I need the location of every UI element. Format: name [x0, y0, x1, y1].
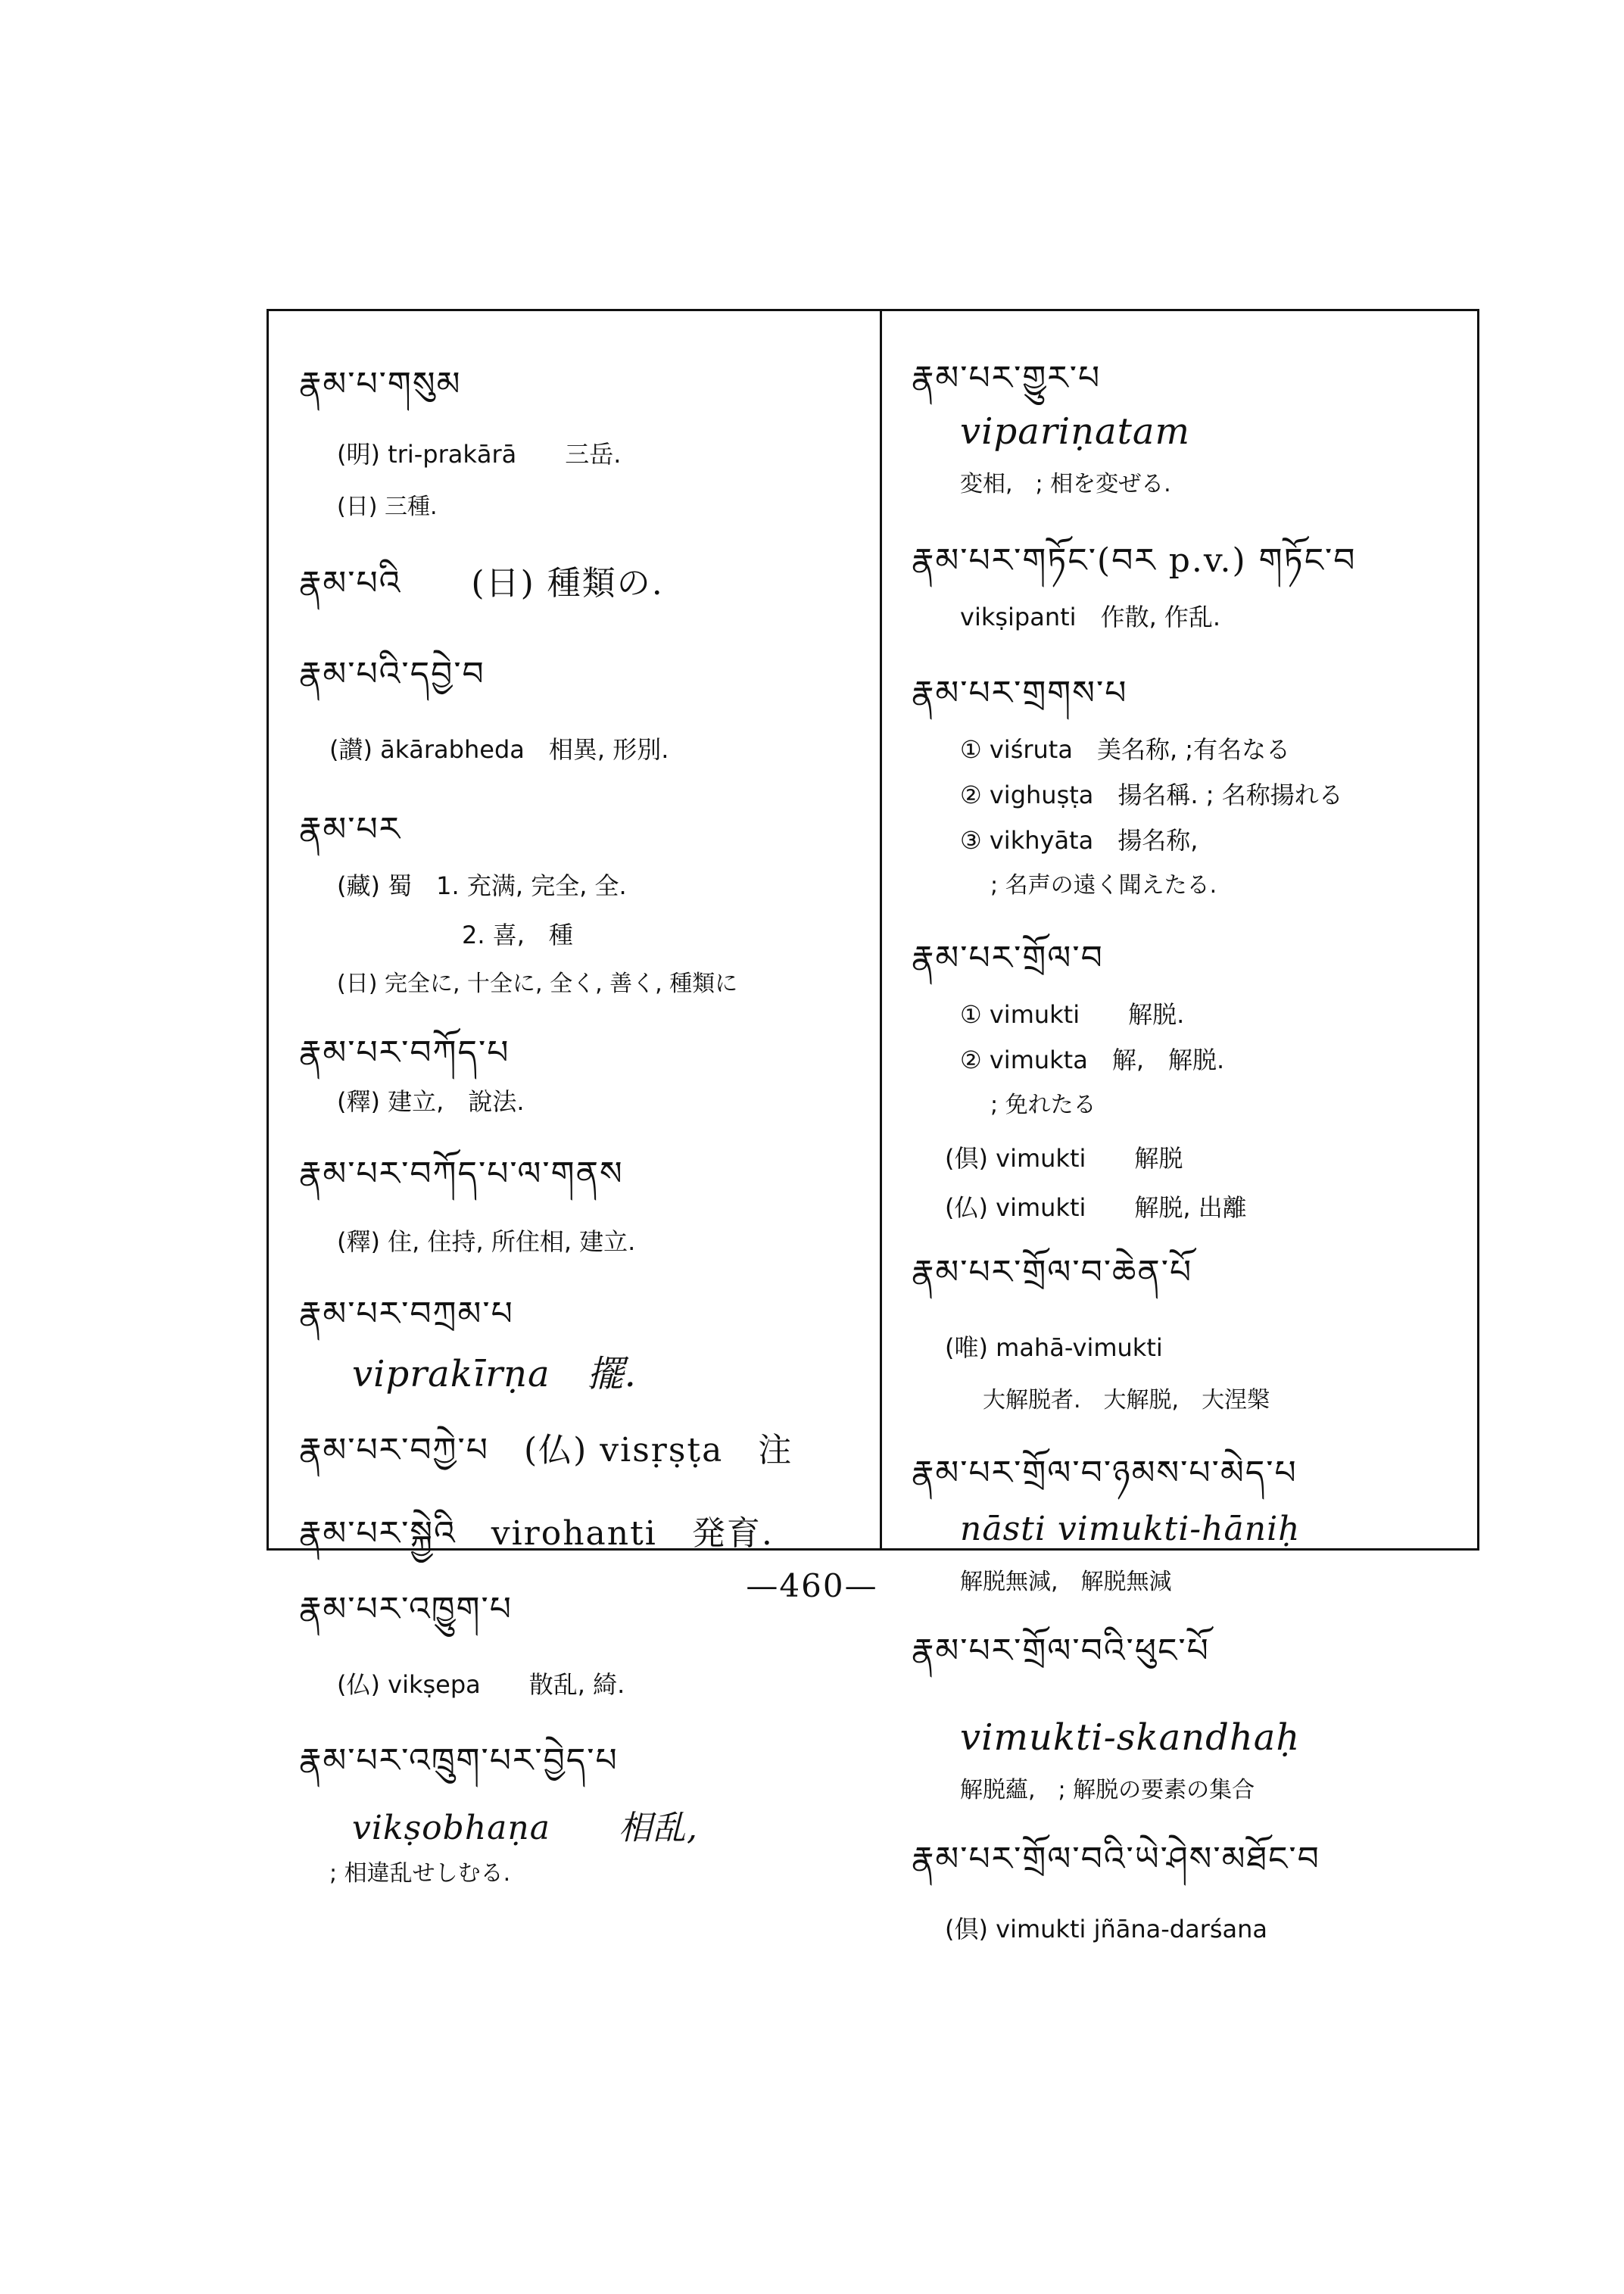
entry-headword: རྣམ་པར་སྐྱེའི virohanti 発育.: [299, 1514, 774, 1553]
entry-headword: རྣམ་པར་གྲོལ་བ་ཉམས་པ་མེད་པ: [912, 1454, 1298, 1492]
entry-headword: རྣམ་པའི (日) 種類の.: [299, 564, 664, 603]
entry-sense: ① vimukti 解脱.: [960, 1000, 1185, 1029]
entry-sense: (倶) vimukti jñāna-darśana: [945, 1915, 1268, 1943]
entry-headword: རྣམ་པར་འཁྱུག་པ: [299, 1590, 513, 1629]
entry-sense: vikṣobhaṇa 相乱,: [352, 1809, 698, 1847]
entry-sense: 変相, ; 相を変ぜる.: [960, 471, 1171, 497]
entry-sense: (倶) vimukti 解脱: [945, 1144, 1183, 1173]
entry-sense: (藏) 蜀 1. 充满, 完全, 全.: [337, 871, 627, 900]
entry-sense: (仏) vimukti 解脱, 出離: [945, 1193, 1247, 1222]
entry-headword: རྣམ་པར་གྲོལ་བ: [912, 939, 1104, 977]
entry-headword: རྣམ་པའི་དབྱེ་བ: [299, 655, 485, 693]
entry-sense: (讃) ākārabheda 相異, 形別.: [329, 735, 669, 764]
entry-sense: 2. 喜, 種: [462, 921, 573, 949]
entry-sense: vimukti-skandhaḥ: [960, 1716, 1301, 1759]
entry-sense: ; 免れたる: [990, 1092, 1096, 1118]
entry-sense: (釋) 建立, 說法.: [337, 1087, 525, 1116]
entry-sense: (明) tri-prakārā 三岳.: [337, 440, 622, 469]
column-divider: [880, 309, 882, 1551]
entry-headword: རྣམ་པར་བཀྱེ་པ (仏) visṛṣṭa 注: [299, 1431, 793, 1470]
entry-sense: ② vighuṣṭa 揚名稱. ; 名称揚れる: [960, 781, 1343, 809]
entry-headword: རྣམ་པར་གྲོལ་བའི་ཕུང་པོ: [912, 1632, 1210, 1670]
right-column: [884, 309, 1477, 1943]
entry-headword: རྣམ་པར་གྲོལ་བ་ཆེན་པོ: [912, 1253, 1193, 1292]
entry-sense: ③ vikhyāta 揚名称,: [960, 826, 1199, 855]
entry-headword: རྣམ་པར་གྲོལ་བའི་ཡེ་ཤེས་མཐོང་བ: [912, 1840, 1320, 1878]
page-number: —460—: [746, 1567, 878, 1604]
entry-sense: 解脱蘊, ; 解脱の要素の集合: [960, 1777, 1255, 1803]
entry-sense: vikṣipanti 作散, 作乱.: [960, 603, 1221, 631]
entry-headword: རྣམ་པར: [299, 810, 402, 849]
entry-sense: (釋) 住, 住持, 所住相, 建立.: [337, 1227, 636, 1256]
entry-sense: ② vimukta 解, 解脱.: [960, 1046, 1225, 1074]
entry-sense: (仏) vikṣepa 散乱, 綺.: [337, 1670, 625, 1699]
entry-sense: 大解脱者. 大解脱, 大涅槃: [983, 1387, 1270, 1413]
entry-sense: ; 相違乱せしむる.: [329, 1860, 511, 1887]
entry-headword: རྣམ་པར་བཀྲམ་པ: [299, 1295, 514, 1333]
entry-sense: (唯) mahā-vimukti: [945, 1333, 1163, 1362]
entry-sense: nāsti vimukti-hāniḥ: [960, 1510, 1301, 1548]
entry-sense: (日) 三種.: [337, 494, 438, 520]
entry-sense: vipariṇatam: [960, 410, 1191, 453]
entry-sense: 解脱無減, 解脱無減: [960, 1569, 1172, 1595]
entry-headword: རྣམ་པར་འཁྲུག་པར་བྱེད་པ: [299, 1741, 619, 1780]
entry-sense: viprakīrṇa 擺.: [352, 1353, 637, 1395]
entry-headword: རྣམ་པར་བཀོད་པ་ལ་གནས: [299, 1155, 624, 1193]
entry-headword: རྣམ་པར་གྲགས་པ: [912, 674, 1128, 712]
entry-headword: རྣམ་པར་གཏོང་(བར p.v.) གཏོང་བ: [912, 541, 1357, 580]
entry-headword: རྣམ་པར་གྱུར་པ: [912, 359, 1102, 397]
entry-sense: ; 名声の遠く聞えたる.: [990, 872, 1217, 899]
entry-headword: རྣམ་པ་གསུམ: [299, 365, 462, 404]
entry-headword: རྣམ་པར་བཀོད་པ: [299, 1033, 510, 1072]
entry-sense: (日) 完全に, 十全に, 全く, 善く, 種類に: [337, 971, 738, 997]
entry-sense: ① viśruta 美名称, ;有名なる: [960, 735, 1291, 764]
